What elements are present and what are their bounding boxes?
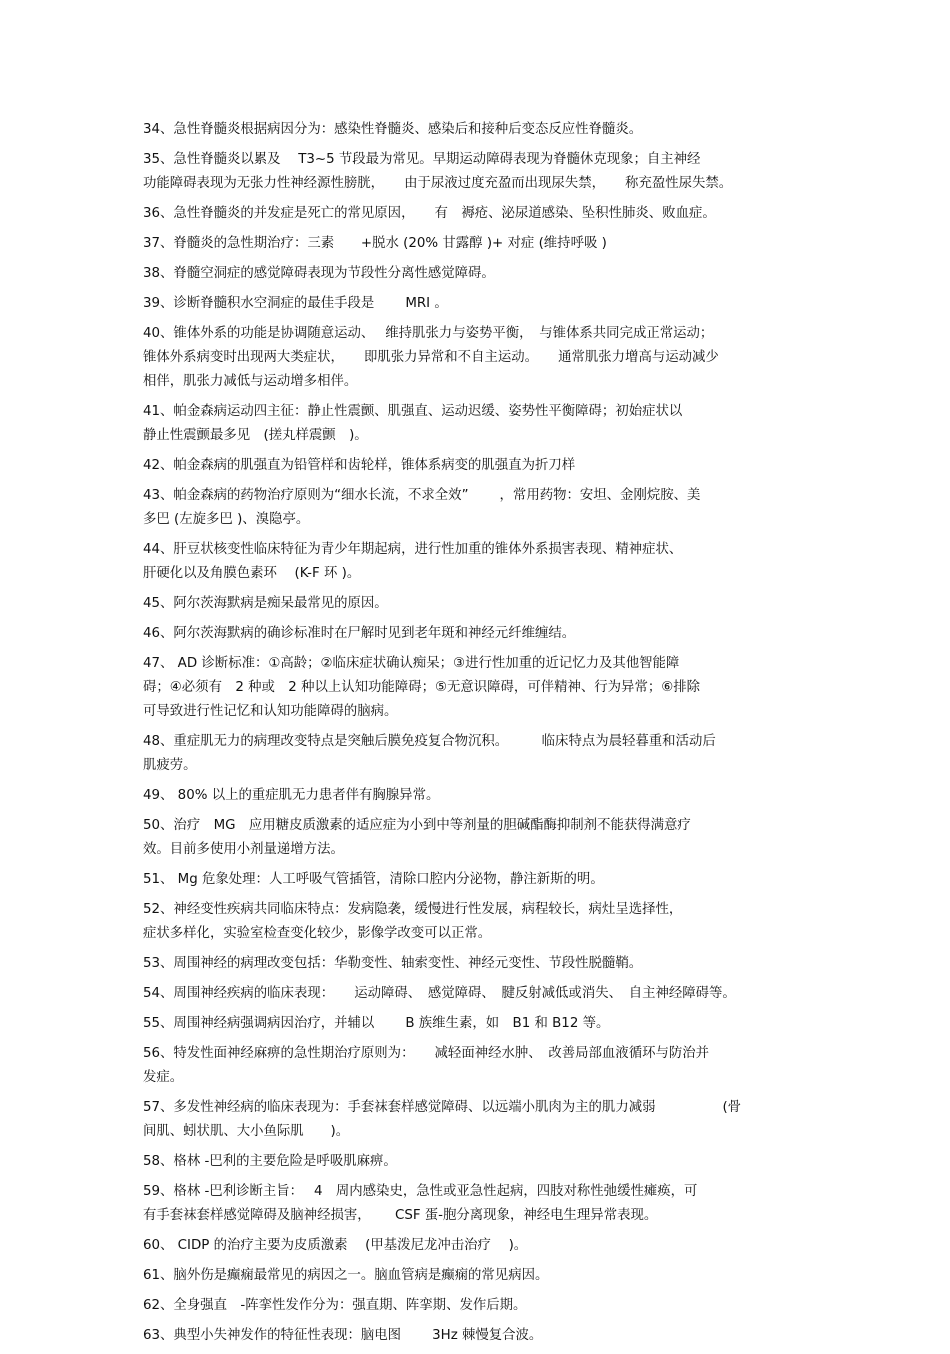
text-line: 46、阿尔茨海默病的确诊标准时在尸解时见到老年斑和神经元纤维缠结。 — [143, 626, 576, 641]
text-line: 碍；④必须有 2 种或 2 种以上认知功能障碍；⑤无意识障碍，可伴精神、行为异常；⑥排除 — [143, 680, 701, 695]
text-line: 有手套袜套样感觉障碍及脑神经损害， CSF 蛋-胞分离现象，神经电生理异常表现。 — [143, 1208, 658, 1223]
text-line: 44、肝豆状核变性临床特征为青少年期起病，进行性加重的锥体外系损害表现、精神症状、 — [143, 542, 683, 557]
text-line: 53、周围神经的病理改变包括：华勒变性、轴索变性、神经元变性、节段性脱髓鞘。 — [143, 956, 643, 971]
list-item — [143, 1150, 815, 1174]
text-line: 56、特发性面神经麻痹的急性期治疗原则为： 减轻面神经水肿、 改善局部血液循环与防治并 — [143, 1046, 710, 1061]
text-line: 肝硬化以及角膜色素环 (K-F 环 )。 — [143, 566, 361, 581]
text-line: 肌疲劳。 — [143, 758, 197, 773]
text-line: 功能障碍表现为无张力性神经源性膀胱， 由于尿液过度充盈而出现尿失禁， 称充盈性尿失禁。 — [143, 176, 733, 191]
text-line: 发症。 — [143, 1070, 184, 1085]
text-line: 58、格林 -巴利的主要危险是呼吸肌麻痹。 — [143, 1154, 397, 1169]
text-line: 锥体外系病变时出现两大类症状， 即肌张力异常和不自主运动。 通常肌张力增高与运动减少 — [143, 350, 719, 365]
text-line: 34、急性脊髓炎根据病因分为：感染性脊髓炎、感染后和接种后变态反应性脊髓炎。 — [143, 122, 643, 137]
text-line: 55、周围神经病强调病因治疗，并辅以 B 族维生素，如 B1 和 B12 等。 — [143, 1016, 610, 1031]
list-item — [143, 622, 815, 646]
text-line: 42、帕金森病的肌强直为铅管样和齿轮样，锥体系病变的肌强直为折刀样 — [143, 458, 576, 473]
list-item — [143, 118, 815, 142]
text-line: 38、脊髓空洞症的感觉障碍表现为节段性分离性感觉障碍。 — [143, 266, 495, 281]
text-line: 35、急性脊髓炎以累及 T3~5 节段最为常见。早期运动障碍表现为脊髓休克现象；自主神经 — [143, 152, 701, 167]
list-item — [143, 484, 815, 532]
text-line: 间肌、蚓状肌、大小鱼际肌 )。 — [143, 1124, 350, 1139]
list-item — [143, 868, 815, 892]
text-line: 40、锥体外系的功能是协调随意运动、 维持肌张力与姿势平衡， 与锥体系共同完成正常运动； — [143, 326, 714, 341]
text-line: 45、阿尔茨海默病是痴呆最常见的原因。 — [143, 596, 388, 611]
text-line: 47、 AD 诊断标准：①高龄；②临床症状确认痴呆；③进行性加重的近记忆力及其他智能障 — [143, 656, 680, 671]
text-line: 36、急性脊髓炎的并发症是死亡的常见原因， 有 褥疮、泌尿道感染、坠积性肺炎、败血症。 — [143, 206, 716, 221]
text-line: 60、 CIDP 的治疗主要为皮质激素 (甲基泼尼龙冲击治疗 )。 — [143, 1238, 528, 1253]
text-line: 62、全身强直 -阵挛性发作分为：强直期、阵挛期、发作后期。 — [143, 1298, 527, 1313]
list-item — [143, 1012, 815, 1036]
list-item — [143, 1096, 815, 1144]
list-item — [143, 232, 815, 256]
list-item — [143, 1294, 815, 1318]
list-item — [143, 322, 815, 394]
text-line: 59、格林 -巴利诊断主旨： 4 周内感染史，急性或亚急性起病，四肢对称性弛缓性瘫痪，可 — [143, 1184, 698, 1199]
list-item — [143, 202, 815, 226]
list-item — [143, 400, 815, 448]
list-item — [143, 1234, 815, 1258]
text-line: 49、 80% 以上的重症肌无力患者伴有胸腺异常。 — [143, 788, 440, 803]
list-item — [143, 814, 815, 862]
text-line: 52、神经变性疾病共同临床特点：发病隐袭，缓慢进行性发展，病程较长，病灶呈选择性， — [143, 902, 683, 917]
text-line: 57、多发性神经病的临床表现为：手套袜套样感觉障碍、以远端小肌肉为主的肌力减弱 (骨 — [143, 1100, 742, 1115]
list-item — [143, 454, 815, 478]
list-item — [143, 538, 815, 586]
list-item — [143, 652, 815, 724]
list-item — [143, 148, 815, 196]
text-line: 症状多样化，实验室检查变化较少，影像学改变可以正常。 — [143, 926, 492, 941]
text-line: 54、周围神经疾病的临床表现： 运动障碍、 感觉障碍、 腱反射减低或消失、 自主神经障碍等。 — [143, 986, 736, 1001]
text-line: 48、重症肌无力的病理改变特点是突触后膜免疫复合物沉积。 临床特点为晨轻暮重和活动后 — [143, 734, 716, 749]
list-item — [143, 592, 815, 616]
list-item — [143, 1042, 815, 1090]
list-item — [143, 1180, 815, 1228]
list-item — [143, 784, 815, 808]
text-line: 静止性震颤最多见 (搓丸样震颤 )。 — [143, 428, 368, 443]
list-item — [143, 262, 815, 286]
text-line: 63、典型小失神发作的特征性表现：脑电图 3Hz 棘慢复合波。 — [143, 1328, 543, 1343]
document-body — [143, 118, 815, 1354]
text-line: 61、脑外伤是癫痫最常见的病因之一。脑血管病是癫痫的常见病因。 — [143, 1268, 549, 1283]
text-line: 可导致进行性记忆和认知功能障碍的脑病。 — [143, 704, 398, 719]
text-line: 50、治疗 MG 应用糖皮质激素的适应症为小到中等剂量的胆碱酯酶抑制剂不能获得满意疗 — [143, 818, 691, 833]
text-line: 37、脊髓炎的急性期治疗：三素 +脱水 (20% 甘露醇 )+ 对症 (维持呼吸 ) — [143, 236, 607, 251]
text-line: 41、帕金森病运动四主征：静止性震颤、肌强直、运动迟缓、姿势性平衡障碍；初始症状以 — [143, 404, 683, 419]
text-line: 相伴，肌张力减低与运动增多相伴。 — [143, 374, 358, 389]
text-line: 39、诊断脊髓积水空洞症的最佳手段是 MRI 。 — [143, 296, 448, 311]
list-item — [143, 1264, 815, 1288]
list-item — [143, 730, 815, 778]
list-item — [143, 982, 815, 1006]
text-line: 多巴 (左旋多巴 )、溴隐亭。 — [143, 512, 310, 527]
text-line: 43、帕金森病的药物治疗原则为“细水长流，不求全效” ，常用药物：安坦、金刚烷胺、美 — [143, 488, 701, 503]
list-item — [143, 292, 815, 316]
text-line: 51、 Mg 危象处理：人工呼吸气管插管，清除口腔内分泌物，静注新斯的明。 — [143, 872, 604, 887]
list-item — [143, 1324, 815, 1348]
list-item — [143, 898, 815, 946]
text-line: 效。目前多使用小剂量递增方法。 — [143, 842, 344, 857]
list-item — [143, 952, 815, 976]
